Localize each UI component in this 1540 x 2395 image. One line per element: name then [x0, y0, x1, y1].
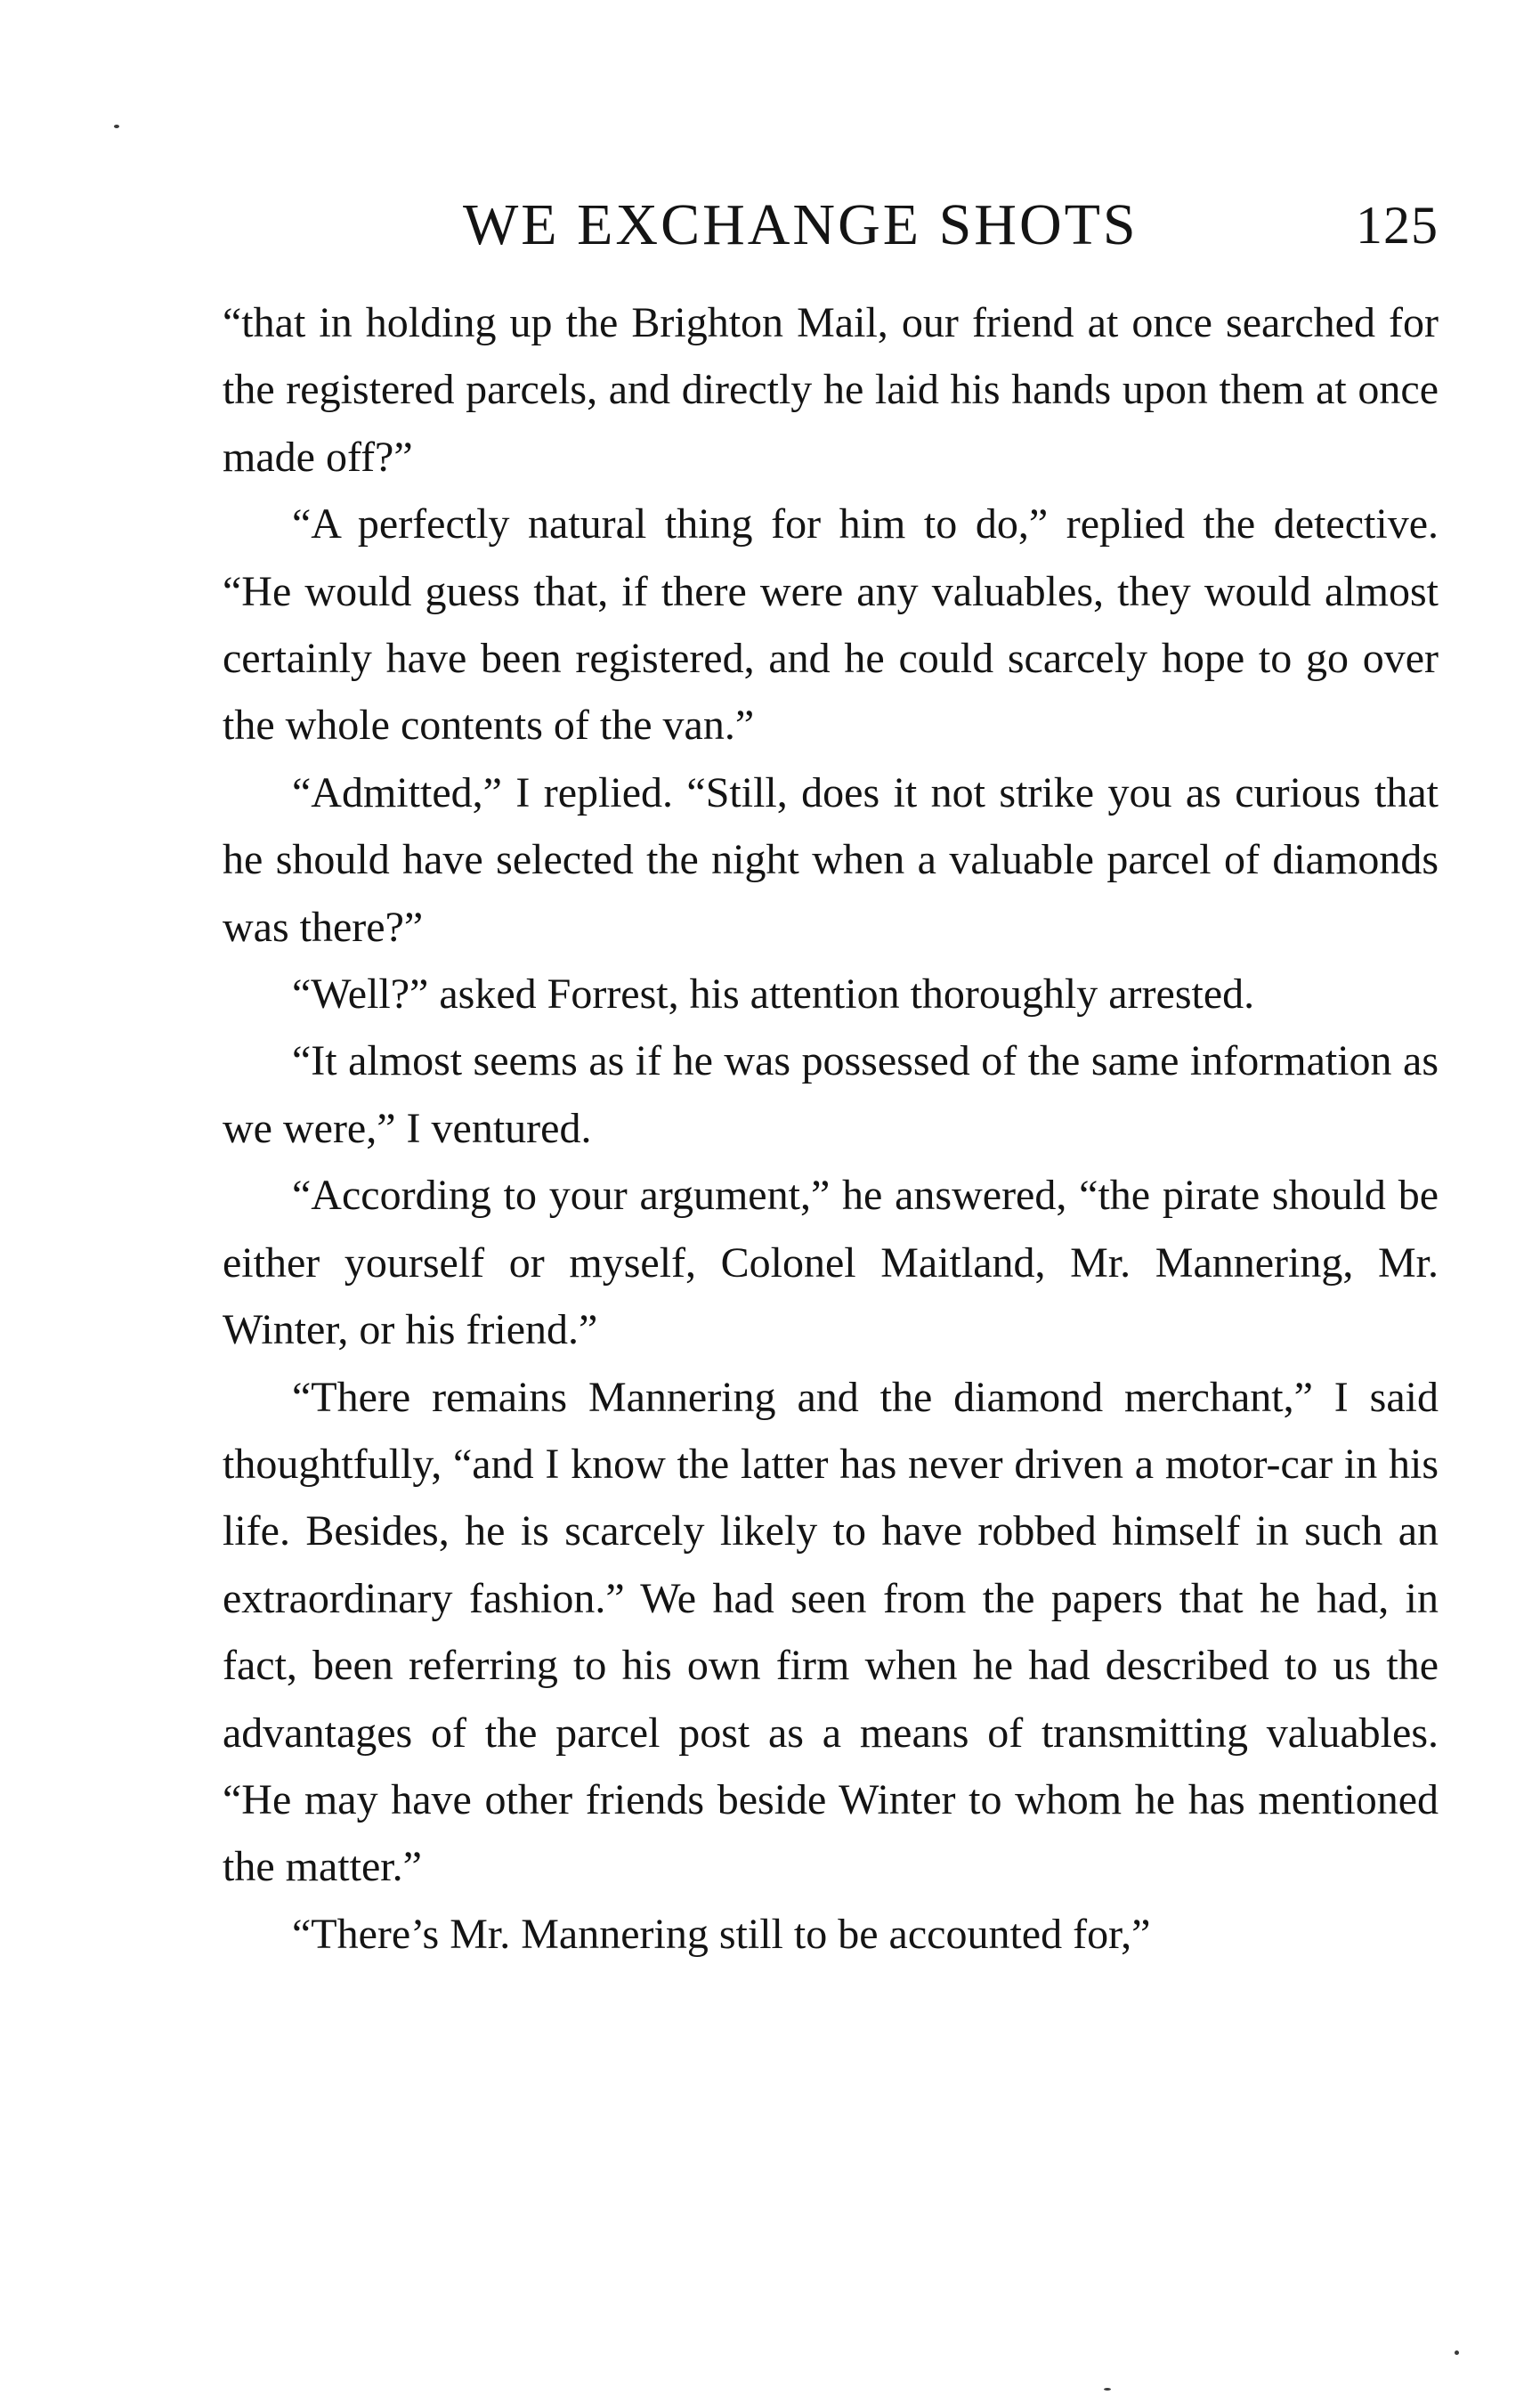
page-number: 125 — [1356, 196, 1439, 255]
print-speck — [114, 125, 119, 128]
print-speck — [1455, 2350, 1459, 2355]
paragraph: “Well?” asked Forrest, his attention thoroughly arrested. — [292, 970, 1255, 1019]
paragraph: “There’s Mr. Mannering still to be accounted for,” — [292, 1910, 1151, 1958]
paragraph: “It almost seems as if he was possessed of the same information as we were,” I ventured. — [223, 1037, 1439, 1152]
paragraph: “According to your argument,” he answered, “the pirate should be either yourself or myself, Colonel Maitland, Mr. Mannering, Mr. Winter, or his friend.” — [223, 1172, 1439, 1354]
paragraph: “There remains Mannering and the diamond merchant,” I said thoughtfully, “and I know the latter has never driven a motor-car in his life. Besides, he is scarcely likely to have robbed himself in such an extraordinary fashion.” We had seen from the papers that he had, in fact, been referring to his own firm when he had described to us the advantages of the parcel post as a means of transmitting valuables. “He may have other friends beside Winter to whom he has mentioned the matter.” — [223, 1373, 1439, 1891]
body-text — [223, 289, 1439, 1968]
running-head: WE EXCHANGE SHOTS — [463, 192, 1139, 257]
paragraph: “that in holding up the Brighton Mail, our friend at once searched for the registered parcels, and directly he laid his hands upon them at once made off?” — [223, 299, 1439, 481]
print-speck — [1104, 2388, 1111, 2391]
paragraph: “Admitted,” I replied. “Still, does it not strike you as curious that he should have selected the night when a valuable parcel of diamonds was there?” — [223, 768, 1439, 951]
paragraph: “A perfectly natural thing for him to do,” replied the detective. “He would guess that, if there were any valuables, they would almost certainly have been registered, and he could scarcely hope to go over the whole contents of the van.” — [223, 500, 1439, 750]
page-header — [223, 185, 1439, 265]
